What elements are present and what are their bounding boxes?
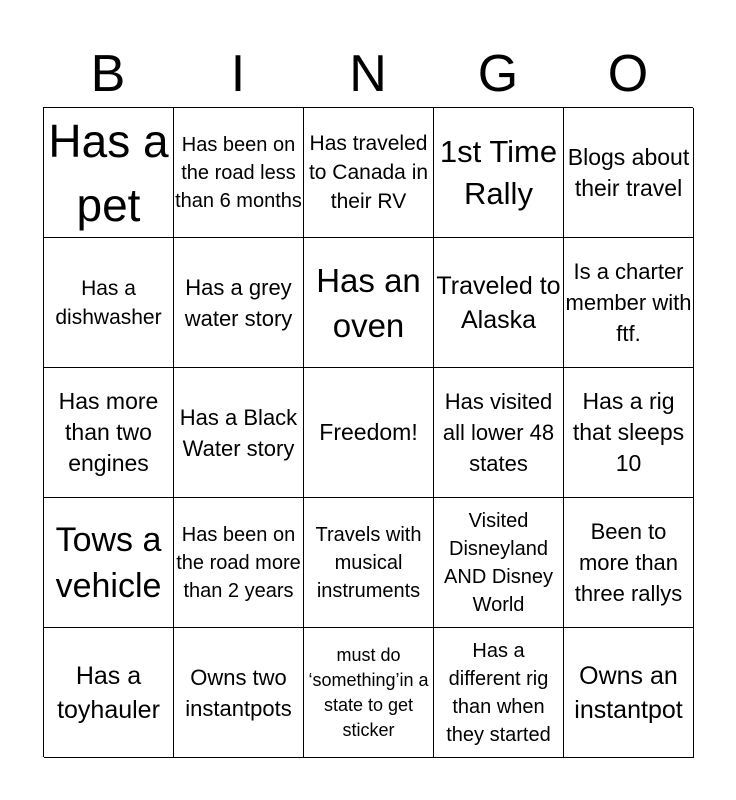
bingo-cell[interactable] <box>564 108 694 238</box>
cell-text: Has more than two engines <box>58 388 159 476</box>
bingo-cell[interactable] <box>174 108 304 238</box>
cell-text: 1st Time Rally <box>439 133 558 211</box>
bingo-cell[interactable] <box>44 498 174 628</box>
cell-text: Blogs about their travel <box>567 143 690 201</box>
bingo-board <box>43 107 693 757</box>
header-letter-o: O <box>607 45 649 103</box>
bingo-cell[interactable] <box>44 108 174 238</box>
cell-text: Has visited all lower 48 states <box>442 389 555 476</box>
bingo-header <box>43 40 693 108</box>
cell-text: Freedom! <box>319 419 418 445</box>
cell-text: Traveled to Alaska <box>436 271 561 334</box>
bingo-cell[interactable] <box>564 368 694 498</box>
cell-text: Has an oven <box>316 261 421 344</box>
cell-text: Has a dishwasher <box>55 276 162 329</box>
header-letter-b: B <box>90 45 126 103</box>
bingo-cell[interactable] <box>564 498 694 628</box>
cell-text: Owns two instantpots <box>185 664 292 721</box>
header-letter-n: N <box>349 45 387 103</box>
bingo-cell[interactable] <box>304 368 434 498</box>
header-letter-g: G <box>477 45 519 103</box>
cell-text: Has a Black Water story <box>179 404 298 461</box>
bingo-cell[interactable] <box>434 628 564 758</box>
cell-text: Is a charter member with ftf. <box>565 259 692 346</box>
bingo-cell[interactable] <box>304 628 434 758</box>
bingo-cell[interactable] <box>174 238 304 368</box>
cell-text: Owns an instantpot <box>574 661 683 724</box>
cell-text: Tows a vehicle <box>55 520 162 605</box>
cell-text: Has been on the road more than 2 years <box>176 523 301 602</box>
bingo-cell[interactable] <box>564 238 694 368</box>
bingo-cell[interactable] <box>304 498 434 628</box>
cell-text: Has a different rig than when they started <box>446 639 551 746</box>
bingo-cell[interactable] <box>434 238 564 368</box>
bingo-cell[interactable] <box>434 368 564 498</box>
cell-text: Been to more than three rallys <box>574 519 683 606</box>
bingo-cell[interactable] <box>44 628 174 758</box>
bingo-cell[interactable] <box>44 238 174 368</box>
bingo-cell[interactable] <box>174 498 304 628</box>
cell-text: Has a pet <box>48 114 169 231</box>
bingo-cell[interactable] <box>44 368 174 498</box>
cell-text: Has traveled to Canada in their RV <box>308 132 429 213</box>
bingo-cell[interactable] <box>174 368 304 498</box>
bingo-cell[interactable] <box>304 238 434 368</box>
bingo-cell[interactable] <box>434 108 564 238</box>
bingo-cell[interactable] <box>434 498 564 628</box>
cell-text: Visited Disneyland AND Disney World <box>444 509 553 616</box>
cell-text: Travels with musical instruments <box>315 523 422 602</box>
cell-text: must do ‘something’in a state to get sticker <box>308 644 429 740</box>
cell-text: Has a rig that sleeps 10 <box>572 388 685 476</box>
cell-text: Has a grey water story <box>184 274 293 331</box>
bingo-cell[interactable] <box>304 108 434 238</box>
bingo-cell[interactable] <box>564 628 694 758</box>
bingo-cell[interactable] <box>174 628 304 758</box>
cell-text: Has been on the road less than 6 months <box>175 133 302 212</box>
cell-text: Has a toyhauler <box>57 661 160 724</box>
header-letter-i: I <box>230 45 246 103</box>
